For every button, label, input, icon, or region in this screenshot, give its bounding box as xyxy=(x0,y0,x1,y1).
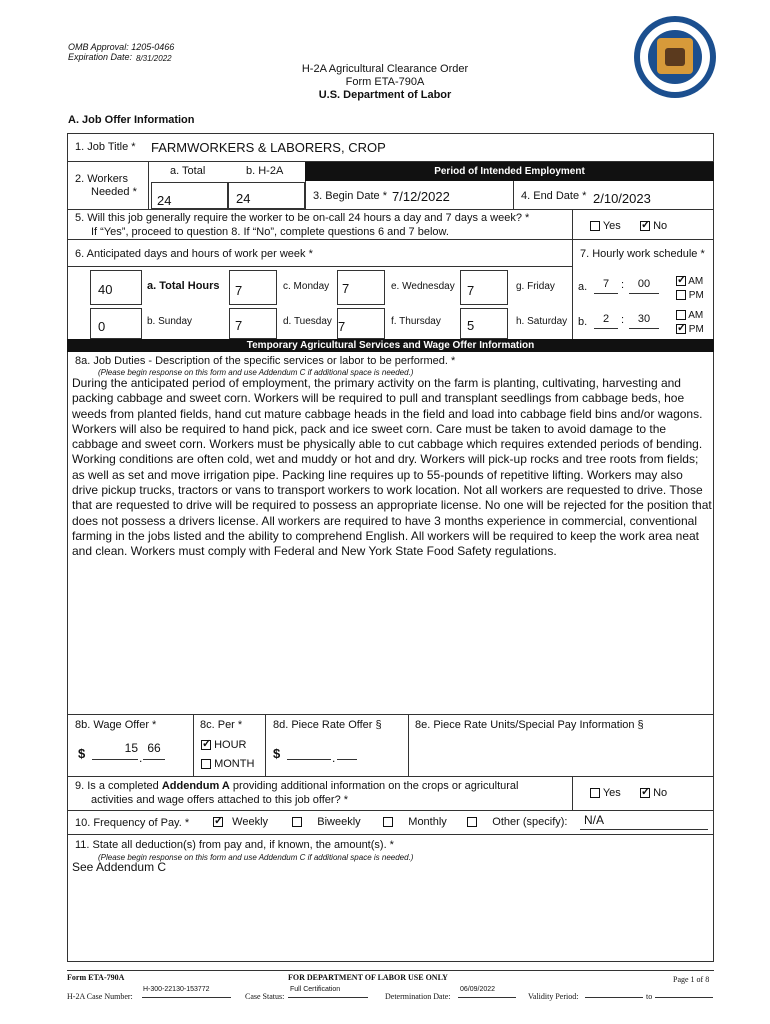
pay-other-value[interactable]: N/A xyxy=(584,813,605,827)
deductions-value[interactable]: See Addendum C xyxy=(72,860,167,874)
checkbox-icon xyxy=(467,817,477,827)
addendum-a-yes[interactable]: Yes xyxy=(590,787,621,799)
end-date-value[interactable]: 2/10/2023 xyxy=(593,191,651,206)
schedule-a-label: a. xyxy=(578,281,588,293)
footer-form-number: Form ETA-790A xyxy=(67,973,125,982)
checkbox-checked-icon xyxy=(640,221,650,231)
footer-case-label: H-2A Case Number: xyxy=(67,992,133,1001)
on-call-no[interactable]: ✓ No xyxy=(640,220,667,232)
period-header: Period of Intended Employment xyxy=(305,162,714,181)
friday-label: g. Friday xyxy=(516,281,555,292)
sunday-hours-value-2: 7 xyxy=(235,318,243,333)
piece-rate-label: 8d. Piece Rate Offer § xyxy=(273,719,382,731)
wage-dollars[interactable]: 15 xyxy=(124,741,138,755)
pay-monthly-option[interactable]: Monthly xyxy=(383,816,447,828)
sunday-hours-value: 0 xyxy=(98,319,106,334)
piece-rate-decimal: . xyxy=(332,751,336,765)
footer-status-label: Case Status: xyxy=(245,992,285,1001)
wednesday-label: e. Wednesday xyxy=(391,281,455,292)
job-duties-note: (Please begin response on this form and use Addendum C if additional space is needed.) xyxy=(98,368,414,377)
checkbox-icon xyxy=(292,817,302,827)
job-duties-text[interactable]: During the anticipated period of employment, the primary activity on the farm is planting, cultivating, harvesting and packing cabbage and sweet corn. Workers will be required to pull and transplant seedlings from cabbage beds, hoe weeds from planted fields, hand cut mature cabbage heads in the field and load into cabbage field bins and/or wagons. Workers will also be required to hand pick, pack and ice sweet corn. Care must be taken to avoid damage to the cabbage and sweet corn. Workers must be physically able to cut cabbage which requires extended periods of bending. Working conditions are often cold, wet and muddy or hot and dry. Workers will pick-up rocks and tree roots from fields; as well as set and move irrigation pipe. Packing line requires up to 55-pounds of repetitive lifting. Workers may also drive pickup trucks, tractors or vans to transport workers to work location. Not all workers are requested to drive. Those that are requested to drive will be required to possess an appropriate license. No one will be rejected for the position that does not possess a drivers license. All workers are required to have 3 months experience in commercial, conventional farming in the jobs listed and the ability to comprehend English. All workers will be required to keep the work area neat and clean. Workers must comply with Federal and New York State Food Safety regulations. xyxy=(72,376,712,559)
wednesday-hours-value: 7 xyxy=(467,283,475,298)
total-hours-value-2: 7 xyxy=(235,283,243,298)
deductions-note: (Please begin response on this form and use Addendum C if additional space is needed.) xyxy=(98,853,414,862)
hourly-schedule-label: 7. Hourly work schedule * xyxy=(580,248,705,260)
checkbox-icon xyxy=(676,290,686,300)
eagle-icon xyxy=(657,38,693,74)
begin-date-value[interactable]: 7/12/2022 xyxy=(392,189,450,204)
checkbox-icon xyxy=(590,221,600,231)
job-title-label: 1. Job Title * xyxy=(75,141,136,153)
h2a-workers-value: 24 xyxy=(236,191,251,206)
schedule-b-hour[interactable]: 2 xyxy=(602,313,610,325)
addendum-a-no[interactable]: ✓ No xyxy=(640,787,667,799)
workers-needed-label-2: Needed * xyxy=(91,186,137,198)
footer-validity-label: Validity Period: xyxy=(528,992,579,1001)
expiration-date: 8/31/2022 xyxy=(136,54,172,63)
schedule-b-label: b. xyxy=(578,316,588,328)
total-hours-value: 40 xyxy=(98,282,113,297)
total-hours-label: a. Total Hours xyxy=(147,280,220,292)
department-name: U.S. Department of Labor xyxy=(318,89,452,101)
form-title: H-2A Agricultural Clearance Order xyxy=(301,63,469,75)
checkbox-checked-icon xyxy=(676,324,686,334)
monday-label: c. Monday xyxy=(283,281,330,292)
job-duties-label: 8a. Job Duties - Description of the specific services or labor to be performed. * xyxy=(75,355,456,367)
schedule-a-minute[interactable]: 00 xyxy=(637,278,651,290)
begin-date-label: 3. Begin Date * xyxy=(313,190,387,202)
workers-needed-label: 2. Workers xyxy=(75,173,128,185)
checkbox-icon xyxy=(201,759,211,769)
checkbox-checked-icon xyxy=(201,740,211,750)
footer-determination-label: Determination Date: xyxy=(385,992,451,1001)
on-call-yes[interactable]: Yes xyxy=(590,220,621,232)
saturday-label: h. Saturday xyxy=(516,316,568,327)
checkbox-icon xyxy=(676,310,686,320)
wage-decimal: . xyxy=(139,751,143,765)
time-separator-b: : xyxy=(621,314,625,326)
total-workers-label: a. Total xyxy=(170,165,206,177)
on-call-question: 5. Will this job generally require the worker to be on-call 24 hours a day and 7 days a week? * xyxy=(75,212,530,224)
job-title-value[interactable]: FARMWORKERS & LABORERS, CROP xyxy=(151,140,386,155)
thursday-label: f. Thursday xyxy=(391,316,441,327)
per-hour-option[interactable]: ✓ HOUR xyxy=(201,739,246,751)
sunday-label: b. Sunday xyxy=(147,316,193,327)
deductions-label: 11. State all deduction(s) from pay and, if known, the amount(s). * xyxy=(75,839,394,851)
footer-page-number: Page 1 of 8 xyxy=(673,975,710,984)
per-label: 8c. Per * xyxy=(200,719,243,731)
per-month-option[interactable]: MONTH xyxy=(201,758,254,770)
piece-rate-dollar-sign: $ xyxy=(273,746,281,761)
end-date-label: 4. End Date * xyxy=(521,190,587,202)
thursday-hours-value: 5 xyxy=(467,318,475,333)
time-separator: : xyxy=(621,279,625,291)
wage-dollar-sign: $ xyxy=(78,746,86,761)
checkbox-checked-icon xyxy=(213,817,223,827)
on-call-instructions: If “Yes”, proceed to question 8. If “No”, complete questions 6 and 7 below. xyxy=(91,226,449,238)
omb-approval: OMB Approval: 1205-0466 xyxy=(68,42,175,52)
pay-frequency-label: 10. Frequency of Pay. * xyxy=(75,817,190,829)
tuesday-hours-value: 7 xyxy=(338,319,346,334)
checkbox-icon xyxy=(383,817,393,827)
monday-hours-value: 7 xyxy=(342,281,350,296)
footer-case-value: H-300-22130-153772 xyxy=(143,986,210,993)
schedule-a-hour[interactable]: 7 xyxy=(602,278,610,290)
footer-dol-use: FOR DEPARTMENT OF LABOR USE ONLY xyxy=(288,973,448,982)
piece-rate-units-label: 8e. Piece Rate Units/Special Pay Information § xyxy=(415,719,644,731)
checkbox-icon xyxy=(590,788,600,798)
footer-validity-to: to xyxy=(646,992,653,1001)
addendum-a-question-2: activities and wage offers attached to this job offer? * xyxy=(91,794,349,806)
schedule-b-pm[interactable]: ✓ PM xyxy=(676,324,704,335)
wage-offer-label: 8b. Wage Offer * xyxy=(75,719,157,731)
pay-biweekly-option[interactable]: Biweekly xyxy=(292,816,361,828)
total-workers-value: 24 xyxy=(157,193,172,208)
checkbox-checked-icon xyxy=(676,276,686,286)
checkbox-checked-icon xyxy=(640,788,650,798)
section-a-title: A. Job Offer Information xyxy=(68,114,195,126)
schedule-a-am[interactable]: ✓ AM xyxy=(676,276,703,287)
addendum-a-question: 9. Is a completed Addendum A providing additional information on the crops or agricultural xyxy=(75,780,519,792)
temp-services-header: Temporary Agricultural Services and Wage Offer Information xyxy=(67,339,714,352)
footer-status-value: Full Certification xyxy=(290,986,341,993)
footer-determination-value: 06/09/2022 xyxy=(460,986,496,993)
schedule-b-am[interactable]: AM xyxy=(676,310,703,321)
anticipated-days-label: 6. Anticipated days and hours of work per week * xyxy=(75,248,313,260)
form-number: Form ETA-790A xyxy=(345,76,425,88)
h2a-workers-label: b. H-2A xyxy=(246,165,284,177)
schedule-b-minute[interactable]: 30 xyxy=(637,313,651,325)
dol-seal-logo xyxy=(634,16,716,98)
wage-cents[interactable]: 66 xyxy=(147,741,161,755)
tuesday-label: d. Tuesday xyxy=(283,316,332,327)
pay-other-option[interactable]: Other (specify): xyxy=(467,816,567,828)
expiration-label: Expiration Date: xyxy=(68,52,133,62)
schedule-a-pm[interactable]: PM xyxy=(676,290,704,301)
pay-weekly-option[interactable]: ✓ Weekly xyxy=(213,816,268,828)
